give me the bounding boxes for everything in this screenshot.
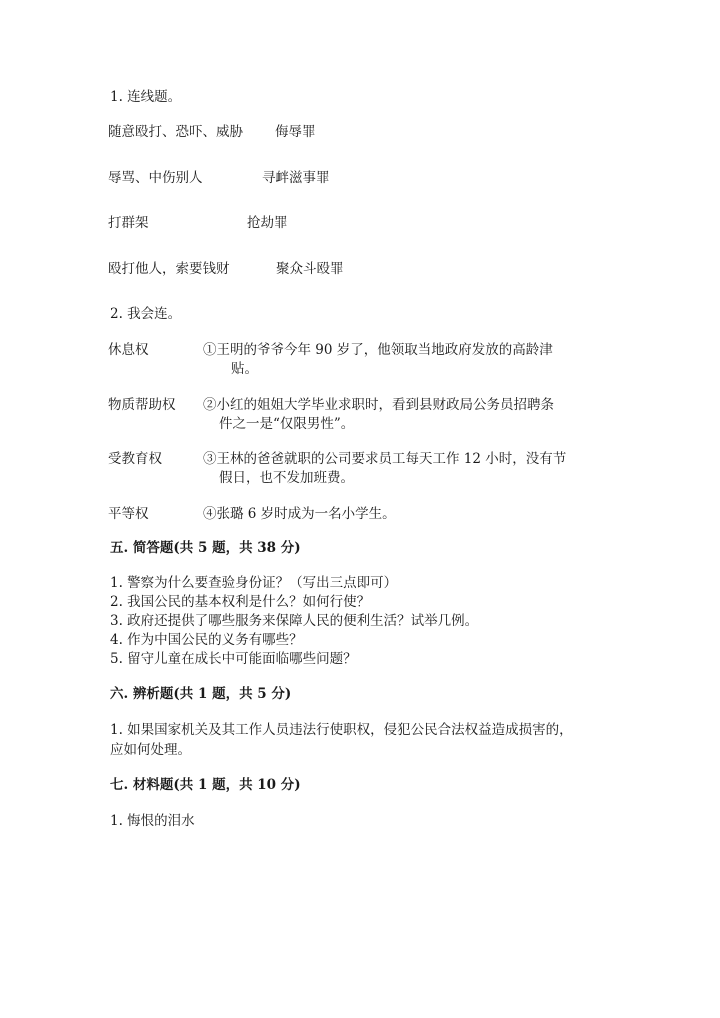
q2-left-3: 受教育权	[108, 451, 162, 467]
q1-left-2: 辱骂、中伤别人	[108, 170, 203, 186]
q2-left-2: 物质帮助权	[108, 397, 176, 413]
sec5-item-4: 4. 作为中国公民的义务有哪些？	[110, 632, 303, 648]
q2-title: 2. 我会连。	[110, 306, 182, 322]
sec5-item-1: 1. 警察为什么要查验身份证？（写出三点即可）	[110, 575, 398, 591]
q1-right-2: 寻衅滋事罪	[262, 170, 330, 186]
sec5-item-3: 3. 政府还提供了哪些服务来保障人民的便利生活？试举几例。	[110, 613, 479, 629]
sec6-item-line1: 1. 如果国家机关及其工作人员违法行使职权，侵犯公民合法权益造成损害的，	[110, 722, 573, 738]
q2-right-3-line1: ③王林的爸爸就职的公司要求员工每天工作 12 小时，没有节	[203, 451, 567, 467]
q1-left-1: 随意殴打、恐吓、威胁	[108, 124, 243, 140]
section7-heading: 七. 材料题(共 1 题，共 10 分)	[110, 777, 301, 793]
q2-right-2-line2: 件之一是“仅限男性”。	[219, 416, 355, 432]
sec6-item-line2: 应如何处理。	[110, 742, 191, 758]
q1-title: 1. 连线题。	[110, 89, 182, 105]
section6-heading: 六. 辨析题(共 1 题，共 5 分)	[110, 686, 292, 702]
sec7-item-1: 1. 悔恨的泪水	[110, 813, 195, 829]
q1-left-4: 殴打他人，索要钱财	[108, 261, 230, 277]
sec5-item-5: 5. 留守儿童在成长中可能面临哪些问题？	[110, 651, 357, 667]
q2-right-1-line2: 贴。	[231, 361, 258, 377]
section5-heading: 五. 简答题(共 5 题，共 38 分)	[110, 540, 301, 556]
q2-right-1-line1: ①王明的爷爷今年 90 岁了，他领取当地政府发放的高龄津	[203, 342, 553, 358]
q2-right-2-line1: ②小红的姐姐大学毕业求职时，看到县财政局公务员招聘条	[203, 397, 554, 413]
q1-right-1: 侮辱罪	[275, 124, 316, 140]
q2-left-4: 平等权	[108, 506, 149, 522]
q2-right-4-line1: ④张璐 6 岁时成为一名小学生。	[203, 506, 396, 522]
q2-left-1: 休息权	[108, 342, 149, 358]
q1-left-3: 打群架	[108, 215, 149, 231]
q1-right-3: 抢劫罪	[247, 215, 288, 231]
sec5-item-2: 2. 我国公民的基本权利是什么？如何行使？	[110, 594, 371, 610]
q2-right-3-line2: 假日，也不发加班费。	[219, 470, 354, 486]
q1-right-4: 聚众斗殴罪	[276, 261, 344, 277]
